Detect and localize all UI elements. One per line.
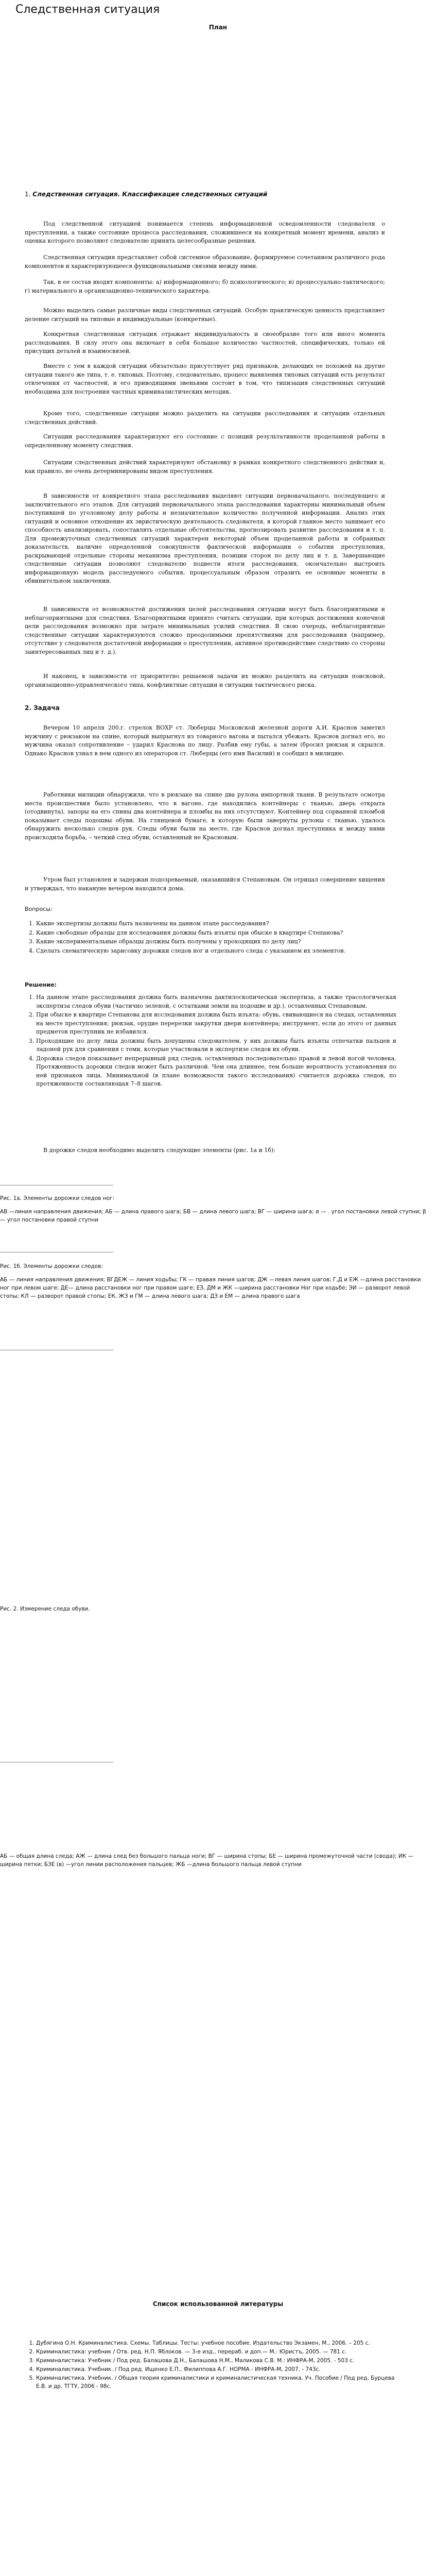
paragraph: Кроме того, следственные ситуации можно разделить на ситуации расследования и ситуации отдельных следственных действий. [25, 410, 385, 426]
paragraph: Следственная ситуация представляет собой системное образование, формируемое сочетанием различного рода компонентов и характеризующееся функциональными связями между ними. [25, 254, 385, 269]
paragraph: И наконец, в зависимости от приоритетно решаемой задачи их можно разделить на ситуации поисковой, организационно-управленческого типа, конфликтные ситуации и ситуации тактического риска. [25, 673, 385, 688]
solution-item: 4. Дорожка следов показывает непрерывный ряд следов, оставленных последовательно правой и левой ногой человека. Протяженность дорожки следов может быть различной. Чем она длиннее, тем больше вероятность установления по ней признаков лица. Минимальной (в плане возможности такого исследования) считается дорожка следов, по протяженности составляющая 7–8 шагов. [36, 1055, 396, 1089]
references-title: Список использованной литературы [152, 2300, 284, 2308]
reference-item: 4. Криминалистика. Учебник. / Под ред. Ищенко Е.П., Филиппова А.Г. НОРМА - ИНФРА-М, 2007. - 743с. [36, 2365, 396, 2374]
reference-item: 3. Криминалистика: Учебник / Под ред. Балашова Д.Н., Балашова Н.М., Маликова С.В. М.: ИНФРА-М, 2005. - 503 с. [36, 2357, 396, 2365]
figure-caption: Рис. 2. Измерение следа обуви. [0, 1606, 90, 1612]
solution-label: Решение: [25, 981, 57, 988]
paragraph: В зависимости от возможностей достижения целей расследования ситуации могут быть благоприятными и неблагоприятными для следствия. Благоприятными принято считать ситуации, при которых достижения конечной цели расследования возможно при затрате минимальных усилий следствия. В свою очередь, неблагоприятные следственные ситуации характеризуются сложно преодолимыми препятствиями для расследования (например, отсутствие у следователя достаточной информации о преступлении, активное противодействие следствию со стороны заинтересованных лиц и т. д.). [25, 606, 385, 655]
questions-label: Вопросы: [25, 906, 53, 912]
paragraph: Вместе с тем в каждой ситуации обязательно присутствует ряд признаков, делающих ее похожей на другие ситуации такого же типа, т. е. типовых. Поэтому, следовательно, процесс выявления типовых ситуаций есть результат отвлечения от частностей, и его приводящими звеньями состоит в том, что типизация следственных ситуаций необходима для построения частных криминалистических методик. [25, 363, 385, 395]
question-item: 4. Сделать схематическую зарисовку дорожки следов ног и отдельного следа с указанием их элементов. [36, 947, 396, 956]
closing-paragraph: В дорожке следов необходимо выделить следующие элементы (рис. 1а и 1б): [43, 1147, 275, 1154]
paragraph: Ситуации следственных действий характеризуют обстановку в рамках конкретного следственного действия и, как правило, не очень детерминированы видом преступления. [25, 459, 385, 474]
figure-caption: Рис. 1б. Элементы дорожки следов: [0, 1263, 103, 1269]
figure-description: АБ — линия направления движения; ВГДЕЖ — линия ходьбы; ГК — правая линия шагов; ДЖ —левая линия шагов; Г,Д и ЕЖ —длина расстановки ног при левом шаге; ДЕ— длина расстановки ног при правом шаге; ЕЗ, ДМ и ЖК —ширина расстановки Ног при ходьбе; ЭИ — разворот левой стопы; КЛ — разворот правой стопы; ЕК, ЖЗ и ГМ — длина левого шага; ДЗ и ЕМ — длина правого шага [0, 1277, 421, 1299]
paragraph: В зависимости от конкретного этапа расследования выделяют ситуации первоначального, последующего и заключительного его этапов. Для ситуаций первоначального этапа расследования характерны минимальный объем поступившей по уголовному делу работы и незначительное количество полученной информации. Анализ этих ситуаций и основное отношение их эвристическую деятельность следователя, в которой главное место занимает его способность анализировать, сопоставлять отдельные обстоятельства, прогнозировать развитие расследования и т. п. Для промежуточных следственных ситуаций характерен некоторый объем проделанной работы и собранных доказательств, наличие определенной совокупности фактической информации о событии преступления, раскрывающей отдельные стороны механизма преступления, позиции сторон по делу лиц и т. д. Завершающие следственные ситуации позволяют следователю подвести итоги расследования, окончательно выстроить информационную модель расследуемого события, процессуальным образом отразить ее основные моменты в обвинительном заключении. [25, 493, 385, 584]
paragraph: Под следственной ситуацией понимается степень информационной осведомленности следователя о преступлении, а также состояние процесса расследования, сложившееся на конкретный момент времени, анализ и оценка которого позволяют следователю принять целесообразные решения. [25, 221, 385, 244]
question-item: 3. Какие экспериментальные образцы должны быть получены у проходящих по делу лиц? [36, 938, 396, 946]
figure-caption: Рис. 1а. Элементы дорожки следов ног: [0, 1195, 115, 1201]
task-number: 2. [25, 704, 31, 711]
solution-item: 3. Проходящие по делу лица должны быть допущены следователем, у них должны быть изъяты отпечатки пальцев и ладоней рук для сравнения с теми, которые участвовали в экспертизе следов их обуви. [36, 1037, 396, 1054]
question-item: 2. Какие свободные образцы для исследования должны быть изъяты при обыске в квартире Степанова? [36, 929, 396, 938]
question-item: 1. Какие экспертизы должны быть назначены на данном этапе расследования? [36, 920, 396, 928]
figure-description: АВ —линия направления движения; АБ — длина правого шага; БВ — длина левого шага; ВГ — ширина шага; α — . угол постановки левой ступни; β— угол постановки правой ступни [0, 1209, 426, 1223]
story-paragraph: Работники милиции обнаружили, что в рюкзаке на спине два рулона импортной ткани. В результате осмотра места происшествия было установлено, что в вагоне, где находились контейнеры с тканью, дверь открыта (отодвинута), запоры на его спины два контейнера и пломбы на них отсутствуют. Контейнер под сорванной пломбой показывает следы подошвы обуви. На глянцевой бумаге, в которую были завернуты рулоны с тканью, удалось обнаружить несколько следов рук. Следы обуви были на месте, где Краснов догнал преступника и между ними происходила борьба, – четкий след обуви, оставленный не Красновым. [25, 791, 385, 841]
paragraph: Конкретная следственная ситуация отражает индивидуальность и своеобразие того или иного момента расследования. В силу этого она включает в себя большое количество частностей, специфических, только ей присущих деталей и взаимосвязей. [25, 331, 385, 354]
figure-description: АБ — общая длина следа; АЖ — длина след без большого пальца ноги; ВГ — ширина стопы; БЕ — ширина промежуточной части (свода); ИК — ширина пятки; БЗЕ (в) —угол линии расположения пальцев; ЖБ —длина большого пальца левой ступни [0, 1853, 414, 1868]
story-paragraph: Вечером 10 апреля 200.г. стрелок ВОХР ст. Люберцы Московской железной дороги А.И. Краснов заметил мужчину с рюкзаком на спине, который выпрыгнул из товарного вагона и пытался убежать. Краснов догнал его, но мужчина оказал сопротивление – ударил Краснова по лицу. Разбив ему губы, а затем (бросил рюкзак и скрылся. Однако Краснов узнал в нем одного из операторов ст. Люберцы (его имя Василий) и сообщил в милицию. [25, 724, 385, 757]
solution-item: 1. На данном этапе расследования должна быть назначена дактилоскопическая экспертиза, а также трасологическая экспертиза следов обуви (частично зеленой, с остатками земли на подошве и др.), оставленных Степановым. [36, 993, 396, 1010]
story-paragraph: Утром был установлен и задержан подозреваемый, оказавшийся Степановым. Он отрицал совершение хищения и утверждал, что накануне вечером находился дома. [25, 876, 385, 892]
section-title: Следственная ситуация. Классификация следственных ситуаций [32, 191, 268, 198]
reference-item: 1. Дубягина О.Н. Криминалистика. Схемы. Таблицы. Тесты: учебное пособие. Издательство Экзамен, М., 2006. – 205 с. [36, 2339, 396, 2347]
section-heading [25, 191, 385, 198]
questions-list [25, 920, 396, 956]
section-number: 1. [25, 191, 31, 198]
document-title: Следственная ситуация [15, 3, 160, 16]
task-heading [25, 704, 60, 711]
task-title: Задача [33, 704, 60, 711]
paragraph: Можно выделить самые различные виды следственных ситуаций. Особую практическую ценность представляет деление ситуаций на типовые и индивидуальные (конкретные). [25, 307, 385, 323]
reference-item: 2. Криминалистика: учебник / Отв. ред. Н.П. Яблоков. — 3-е изд., перераб. и доп.— М.: Юристъ, 2005. — 781 с. [36, 2348, 396, 2356]
paragraph: Ситуации расследования характеризуют его состояние с позиций результативности проделанной работы в определенному моменту следствия. [25, 433, 385, 449]
plan-heading: План [208, 24, 228, 31]
solution-item: 2. При обыске в квартире Степанова для исследования должна быть изъята: обувь, свивающиеся на следах, оставленных на месте преступления; рюкзак, орудие перерезки закрутки двери контейнера; инструмент, если до этого от данных предметов преступник не избавился. [36, 1011, 396, 1037]
reference-item: 5. Криминалистика. Учебник. / Общая теория криминалистики и криминалистическая техника. Уч. Пособие / Под ред. Бурцева Е.В. и др. ТГТУ, 2006 - 98с. [36, 2374, 396, 2391]
paragraph: Так, в ее состав входят компоненты: а) информационного; б) психологического; в) процессуально-тактического; г) материального и организационно-технического характера. [25, 279, 385, 294]
solutions-list [25, 993, 396, 1089]
references-list [25, 2339, 396, 2391]
